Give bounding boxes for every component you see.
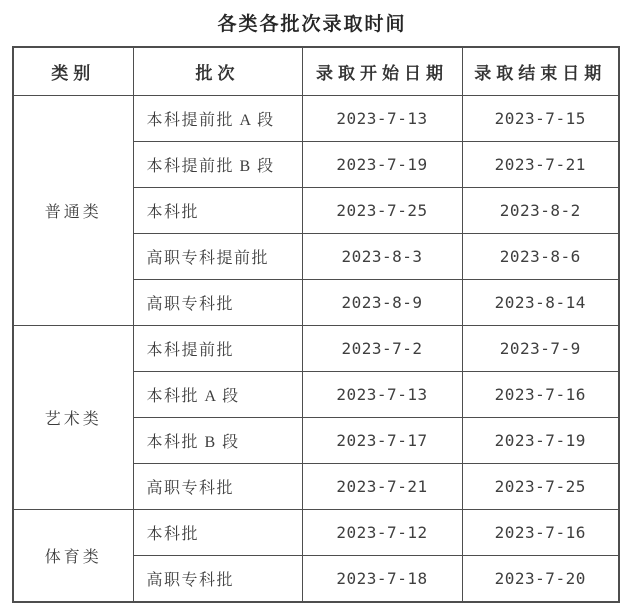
end-date-cell: 2023-7-21: [462, 142, 619, 188]
batch-cell: 本科提前批: [133, 326, 302, 372]
table-row: [13, 96, 619, 142]
batch-cell: 本科批 B 段: [133, 418, 302, 464]
batch-cell: 高职专科提前批: [133, 234, 302, 280]
start-date-cell: 2023-7-25: [302, 188, 462, 234]
start-date-cell: 2023-7-17: [302, 418, 462, 464]
table-row: [13, 510, 619, 556]
category-cell: 体育类: [13, 510, 133, 603]
batch-cell: 本科批: [133, 510, 302, 556]
end-date-cell: 2023-7-15: [462, 96, 619, 142]
header-category: 类别: [13, 47, 133, 96]
end-date-cell: 2023-7-20: [462, 556, 619, 603]
table-row: [13, 326, 619, 372]
end-date-cell: 2023-7-16: [462, 372, 619, 418]
header-batch: 批次: [133, 47, 302, 96]
start-date-cell: 2023-7-19: [302, 142, 462, 188]
category-cell: 艺术类: [13, 326, 133, 510]
start-date-cell: 2023-7-21: [302, 464, 462, 510]
end-date-cell: 2023-8-2: [462, 188, 619, 234]
header-start-date: 录取开始日期: [302, 47, 462, 96]
start-date-cell: 2023-7-2: [302, 326, 462, 372]
page-title: 各类各批次录取时间: [217, 14, 407, 35]
end-date-cell: 2023-7-9: [462, 326, 619, 372]
start-date-cell: 2023-7-13: [302, 372, 462, 418]
category-cell: 普通类: [13, 96, 133, 326]
start-date-cell: 2023-8-3: [302, 234, 462, 280]
batch-cell: 本科提前批 B 段: [133, 142, 302, 188]
batch-cell: 本科批 A 段: [133, 372, 302, 418]
admission-schedule-table: [12, 46, 620, 603]
batch-cell: 本科批: [133, 188, 302, 234]
header-end-date: 录取结束日期: [462, 47, 619, 96]
end-date-cell: 2023-8-6: [462, 234, 619, 280]
start-date-cell: 2023-7-12: [302, 510, 462, 556]
start-date-cell: 2023-8-9: [302, 280, 462, 326]
end-date-cell: 2023-7-25: [462, 464, 619, 510]
batch-cell: 高职专科批: [133, 464, 302, 510]
batch-cell: 高职专科批: [133, 280, 302, 326]
end-date-cell: 2023-8-14: [462, 280, 619, 326]
end-date-cell: 2023-7-19: [462, 418, 619, 464]
header-row: [13, 47, 619, 96]
batch-cell: 高职专科批: [133, 556, 302, 603]
start-date-cell: 2023-7-13: [302, 96, 462, 142]
batch-cell: 本科提前批 A 段: [133, 96, 302, 142]
end-date-cell: 2023-7-16: [462, 510, 619, 556]
start-date-cell: 2023-7-18: [302, 556, 462, 603]
